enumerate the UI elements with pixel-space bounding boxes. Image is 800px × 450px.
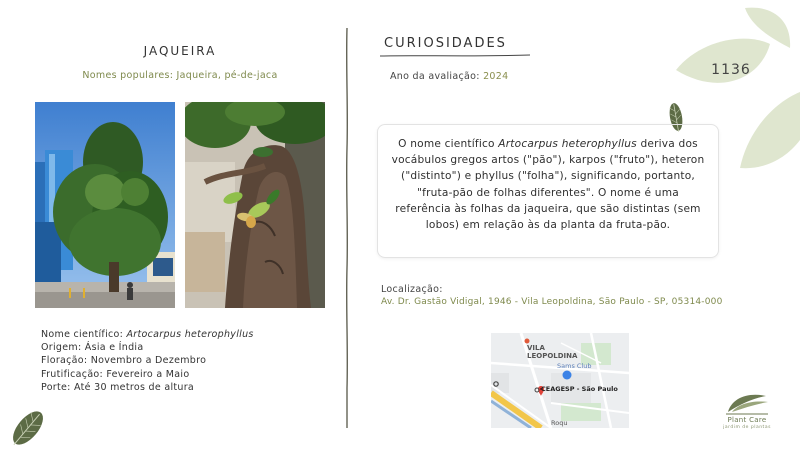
- tree-photo: [35, 102, 175, 308]
- year-value: 2024: [483, 71, 509, 82]
- scientific-name: Artocarpus heterophyllus: [126, 329, 254, 340]
- origin: Origem: Ásia e Índia: [41, 342, 144, 354]
- curiosity-text-box: [377, 124, 719, 258]
- map-district-line1: VILA: [527, 344, 545, 352]
- scientific-name-label: Nome científico:: [41, 329, 124, 340]
- flowering: Floração: Novembro a Dezembro: [41, 355, 207, 367]
- map-district-line2: LEOPOLDINA: [527, 352, 578, 360]
- plant-title: JAQUEIRA: [143, 44, 217, 58]
- popular-names: Nomes populares: Jaqueira, pé-de-jaca: [82, 70, 278, 81]
- leaf-lower-right: [740, 92, 800, 168]
- size: Porte: Até 30 metros de altura: [41, 381, 195, 393]
- curiosity-text-scientific: Artocarpus heterophyllus: [498, 138, 637, 150]
- curiosity-text-start: O nome científico: [398, 138, 499, 150]
- map-place: CEAGESP - São Paulo: [541, 385, 618, 393]
- map-street: Roqu: [551, 419, 568, 427]
- map-store: Sams Club: [557, 362, 592, 370]
- plant-care-logo-icon: [724, 390, 770, 416]
- column-divider: [344, 28, 350, 428]
- scientific-name-row: [41, 328, 254, 341]
- brand-name: Plant Care: [727, 416, 767, 424]
- evaluation-year: [390, 71, 508, 82]
- brand-tagline: jardim de plantas: [723, 425, 771, 430]
- plant-info: [41, 328, 254, 394]
- location-label: Localização:: [381, 284, 443, 295]
- curiosities-heading: CURIOSIDADES: [384, 36, 507, 51]
- fruiting: Frutificação: Fevereiro a Maio: [41, 368, 190, 380]
- location-map[interactable]: [491, 333, 629, 428]
- map-district: [527, 344, 577, 360]
- year-label: Ano da avaliação:: [390, 71, 480, 82]
- tree-number: 1136: [711, 62, 751, 78]
- heading-underline: [380, 52, 530, 60]
- trunk-photo: [185, 102, 325, 308]
- curiosity-text-rest: deriva dos vocábulos gregos artos ("pão"), karpos ("fruto"), heteron ("distinto") e phyllus ("folha"), significando, portanto, "fruta-pão de folhas diferentes". O nome é uma referência às folhas da jaqueira, que são distintas (sem lobos) em relação às da planta da fruta-pão.: [391, 138, 705, 232]
- bottom-left-leaf: [6, 406, 48, 450]
- location-address: Av. Dr. Gastão Vidigal, 1946 - Vila Leopoldina, São Paulo - SP, 05314-000: [381, 297, 723, 307]
